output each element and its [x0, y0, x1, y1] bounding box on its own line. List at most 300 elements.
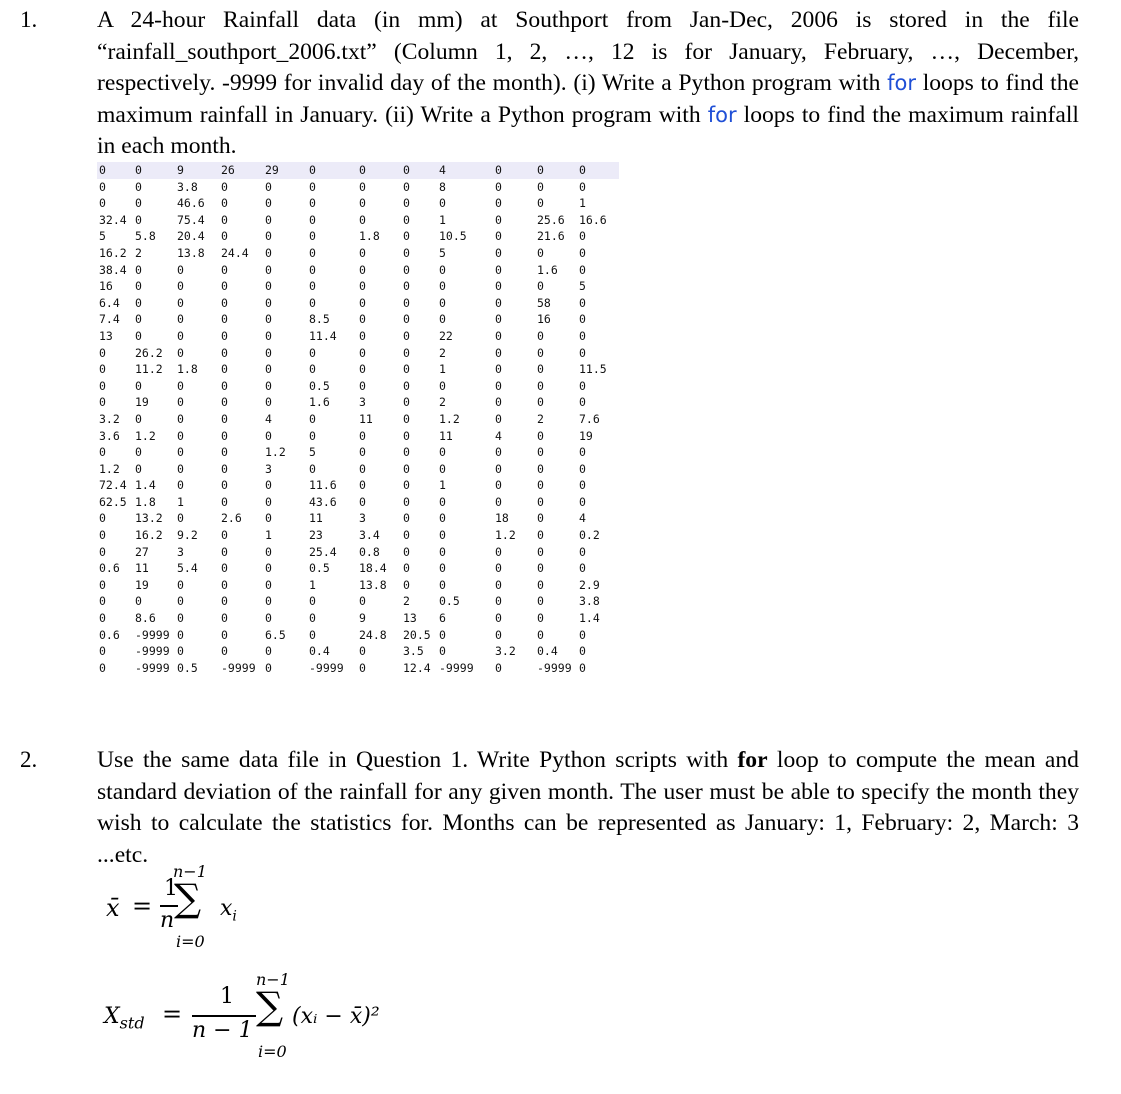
table-cell: 0 — [439, 262, 446, 277]
table-cell: 0 — [403, 577, 410, 592]
table-cell: 0 — [221, 611, 228, 626]
table-cell: 1 — [579, 196, 586, 211]
table-cell: 0 — [221, 229, 228, 244]
table-cell: 0.4 — [537, 644, 558, 659]
table-cell: 19 — [579, 428, 593, 443]
table-cell: 16.2 — [135, 528, 163, 543]
std-sigma: ∑ — [256, 984, 284, 1028]
table-cell: 0 — [265, 561, 272, 576]
table-cell: 6.4 — [99, 295, 120, 310]
table-cell: 0 — [221, 627, 228, 642]
table-row — [97, 461, 619, 478]
table-cell: 0 — [177, 328, 184, 343]
table-cell: 26.2 — [135, 345, 163, 360]
table-cell: 0 — [495, 627, 502, 642]
table-cell: 26 — [219, 162, 263, 179]
table-cell: 0 — [265, 395, 272, 410]
table-cell: 0 — [439, 511, 446, 526]
table-cell: 0 — [221, 528, 228, 543]
table-cell: 0 — [579, 229, 586, 244]
table-cell: 0 — [537, 445, 544, 460]
table-cell: 0 — [265, 611, 272, 626]
table-cell: 0 — [403, 229, 410, 244]
table-cell: 0 — [265, 262, 272, 277]
table-cell: 4 — [437, 162, 493, 179]
table-cell: 5 — [99, 229, 106, 244]
table-cell: 0 — [221, 345, 228, 360]
table-row — [97, 295, 619, 312]
table-row — [97, 494, 619, 511]
table-cell: 0 — [495, 594, 502, 609]
table-cell: 1 — [439, 212, 446, 227]
table-cell: 0 — [439, 627, 446, 642]
table-cell: 0 — [359, 428, 366, 443]
table-cell: 0 — [579, 262, 586, 277]
table-cell: 0 — [221, 644, 228, 659]
table-cell: 0 — [537, 328, 544, 343]
std-numerator: 1 — [220, 984, 234, 1009]
table-cell: 0 — [579, 644, 586, 659]
table-cell: 0 — [403, 395, 410, 410]
table-cell: 0 — [577, 162, 619, 179]
table-cell: 0 — [265, 511, 272, 526]
table-cell: 0 — [177, 345, 184, 360]
table-cell: 0 — [579, 478, 586, 493]
table-cell: 0 — [579, 494, 586, 509]
table-row — [97, 560, 619, 577]
question-2-text — [97, 745, 1079, 871]
table-cell: 0 — [309, 212, 316, 227]
table-cell: 0 — [177, 295, 184, 310]
table-cell: 0 — [99, 594, 106, 609]
table-cell: 0 — [439, 279, 446, 294]
mean-equals: = — [132, 892, 153, 920]
question-2-text-b: loop to compute the mean and standard deviation of the rainfall for any given month. The user must be able to specify the month they wish to calculate the statistics for. Months can be represented as January: 1, February: 2, March: 3 ...etc. — [97, 747, 1079, 868]
table-cell: 0 — [99, 660, 106, 675]
table-cell: 0 — [307, 162, 357, 179]
table-cell: 0 — [359, 362, 366, 377]
table-row — [97, 627, 619, 644]
table-cell: 0 — [495, 328, 502, 343]
table-cell: 0 — [177, 262, 184, 277]
table-cell: 9 — [359, 611, 366, 626]
table-cell: 0 — [403, 494, 410, 509]
table-row — [97, 643, 619, 660]
table-cell: 0 — [309, 428, 316, 443]
table-cell: 0 — [359, 445, 366, 460]
table-cell: 0 — [495, 179, 502, 194]
table-cell: 0.5 — [177, 660, 198, 675]
table-cell: 0.5 — [309, 378, 330, 393]
table-cell: 1.8 — [135, 494, 156, 509]
table-cell: 11.6 — [309, 478, 337, 493]
table-cell: 0 — [221, 212, 228, 227]
table-cell: 19 — [135, 395, 149, 410]
table-cell: 0 — [309, 627, 316, 642]
table-cell: 0 — [403, 378, 410, 393]
table-cell: 0 — [579, 245, 586, 260]
mean-sum-lower: i=0 — [176, 932, 205, 951]
table-cell: 0 — [221, 279, 228, 294]
table-cell: 0 — [579, 445, 586, 460]
table-cell: 0 — [537, 345, 544, 360]
table-cell: 0 — [309, 594, 316, 609]
table-cell: 0 — [265, 544, 272, 559]
question-1-text-a: A 24-hour Rainfall data (in mm) at Southport from Jan-Dec, 2006 is stored in the file “rainfall_southport_2006.txt” (Column 1, 2, …, 12 is for January, February, …, December, respectively. -9999 for invalid day of the month). (i) Write a Python program with — [97, 7, 1079, 96]
table-cell: 19 — [135, 577, 149, 592]
table-cell: 0 — [537, 395, 544, 410]
table-cell: 0 — [99, 528, 106, 543]
table-cell: 13.8 — [177, 245, 205, 260]
table-cell: 2 — [439, 345, 446, 360]
table-cell: -9999 — [135, 660, 170, 675]
mean-formula — [100, 864, 300, 964]
table-cell: 0 — [403, 478, 410, 493]
table-cell: 0 — [439, 461, 446, 476]
table-cell: 3.8 — [579, 594, 600, 609]
table-cell: 22 — [439, 328, 453, 343]
table-cell: 0 — [495, 245, 502, 260]
table-cell: 0 — [265, 594, 272, 609]
table-cell: 0 — [265, 212, 272, 227]
table-cell: 0 — [265, 494, 272, 509]
table-cell: 0 — [495, 196, 502, 211]
table-cell: 3 — [359, 511, 366, 526]
table-cell: 0 — [359, 478, 366, 493]
table-row — [97, 660, 619, 677]
table-row — [97, 610, 619, 627]
mean-lhs: x̄ — [106, 894, 120, 922]
table-cell: 0 — [579, 345, 586, 360]
table-row — [97, 179, 619, 196]
table-cell: 0 — [177, 428, 184, 443]
table-row — [97, 278, 619, 295]
table-cell: 0 — [359, 279, 366, 294]
table-cell: 0 — [135, 328, 142, 343]
table-cell: 0 — [579, 312, 586, 327]
table-cell: 0 — [177, 395, 184, 410]
std-formula — [100, 968, 420, 1078]
table-cell: 0 — [359, 594, 366, 609]
table-cell: 0 — [439, 528, 446, 543]
table-cell: 38.4 — [99, 262, 127, 277]
table-cell: 0 — [309, 461, 316, 476]
question-2-text-a: Use the same data file in Question 1. Write Python scripts with — [97, 747, 729, 773]
table-cell: 0 — [359, 312, 366, 327]
table-row — [97, 262, 619, 279]
table-cell: 0 — [495, 660, 502, 675]
table-cell: 62.5 — [99, 494, 127, 509]
table-cell: 0 — [537, 528, 544, 543]
table-cell: 0 — [537, 362, 544, 377]
table-cell: 0 — [493, 162, 535, 179]
table-cell: 0 — [177, 279, 184, 294]
table-cell: 0 — [439, 577, 446, 592]
table-cell: -9999 — [135, 644, 170, 659]
table-cell: 5 — [309, 445, 316, 460]
table-cell: 0 — [359, 295, 366, 310]
table-cell: 0 — [495, 494, 502, 509]
table-cell: 0 — [579, 378, 586, 393]
table-cell: 0 — [309, 345, 316, 360]
table-cell: 0 — [309, 362, 316, 377]
table-cell: 18.4 — [359, 561, 387, 576]
std-fraction-bar — [192, 1015, 256, 1017]
table-cell: 0 — [579, 660, 586, 675]
table-cell: 32.4 — [99, 212, 127, 227]
table-cell: 0 — [99, 644, 106, 659]
std-term: (xᵢ − x̄)² — [292, 1004, 380, 1029]
table-cell: 46.6 — [177, 196, 205, 211]
table-cell: 0 — [221, 362, 228, 377]
table-cell: 0.6 — [99, 627, 120, 642]
table-cell: 0 — [309, 279, 316, 294]
table-cell: 0 — [221, 494, 228, 509]
table-cell: 0 — [221, 295, 228, 310]
table-cell: 0 — [135, 295, 142, 310]
table-cell: 0 — [359, 494, 366, 509]
table-cell: 0 — [265, 229, 272, 244]
mean-sum-upper: n−1 — [173, 862, 207, 881]
keyword-for: for — [707, 102, 737, 127]
table-row — [97, 593, 619, 610]
table-cell: 0 — [359, 328, 366, 343]
table-cell: -9999 — [221, 660, 256, 675]
table-cell: 0 — [177, 312, 184, 327]
table-cell: 0 — [221, 544, 228, 559]
table-cell: 1.2 — [265, 445, 286, 460]
table-cell: 0 — [265, 478, 272, 493]
table-cell: 20.5 — [403, 627, 431, 642]
table-cell: 0 — [135, 179, 142, 194]
keyword-for-bold: for — [737, 747, 768, 773]
table-cell: 0 — [495, 395, 502, 410]
table-cell: 0 — [221, 577, 228, 592]
table-cell: 0 — [439, 295, 446, 310]
table-cell: 0 — [439, 445, 446, 460]
table-cell: 0 — [309, 196, 316, 211]
table-cell: 0 — [135, 378, 142, 393]
table-cell: 0 — [265, 245, 272, 260]
table-cell: 0 — [403, 561, 410, 576]
table-cell: 11 — [135, 561, 149, 576]
table-cell: 9 — [175, 162, 219, 179]
table-cell: 3 — [265, 461, 272, 476]
table-cell: 11.2 — [135, 362, 163, 377]
table-cell: 0.6 — [99, 561, 120, 576]
table-cell: 2.9 — [579, 577, 600, 592]
table-cell: 1.6 — [537, 262, 558, 277]
table-cell: 0 — [177, 594, 184, 609]
table-cell: 11 — [359, 411, 373, 426]
table-cell: 0 — [265, 295, 272, 310]
table-cell: 0 — [359, 345, 366, 360]
table-cell: 1.2 — [99, 461, 120, 476]
mean-denominator: n — [160, 908, 175, 933]
table-cell: 0 — [265, 660, 272, 675]
table-cell: 6.5 — [265, 627, 286, 642]
table-cell: 0 — [359, 644, 366, 659]
table-cell: 27 — [135, 544, 149, 559]
table-cell: 0 — [135, 594, 142, 609]
table-cell: 1 — [439, 362, 446, 377]
table-cell: 2 — [403, 594, 410, 609]
table-cell: 0 — [135, 262, 142, 277]
table-cell: 0 — [221, 312, 228, 327]
table-cell: 0 — [495, 411, 502, 426]
table-cell: 0 — [537, 627, 544, 642]
table-cell: 3 — [359, 395, 366, 410]
table-cell: 1 — [177, 494, 184, 509]
table-row — [97, 510, 619, 527]
table-cell: 0 — [99, 196, 106, 211]
table-cell: 21.6 — [537, 229, 565, 244]
table-cell: 11 — [439, 428, 453, 443]
table-cell: 0 — [495, 345, 502, 360]
std-equals: = — [162, 1000, 183, 1028]
table-cell: 0 — [221, 478, 228, 493]
table-cell: 0 — [403, 461, 410, 476]
table-cell: 0 — [97, 162, 133, 179]
table-cell: 0 — [495, 362, 502, 377]
table-cell: 4 — [495, 428, 502, 443]
table-cell: 0 — [221, 461, 228, 476]
table-cell: 0 — [135, 279, 142, 294]
table-cell: 0 — [221, 445, 228, 460]
table-cell: 0 — [537, 478, 544, 493]
table-cell: 0 — [403, 528, 410, 543]
table-cell: 8.6 — [135, 611, 156, 626]
table-cell: 0 — [495, 212, 502, 227]
table-cell: 0 — [439, 644, 446, 659]
table-cell: 1.4 — [135, 478, 156, 493]
table-cell: 0 — [309, 262, 316, 277]
table-cell: 0 — [99, 395, 106, 410]
table-cell: 0 — [403, 511, 410, 526]
table-cell: 0 — [403, 328, 410, 343]
table-cell: 0 — [309, 229, 316, 244]
table-cell: 0 — [495, 262, 502, 277]
table-row — [97, 378, 619, 395]
table-cell: 0 — [133, 162, 175, 179]
table-cell: 0 — [177, 511, 184, 526]
table-cell: 0 — [535, 162, 577, 179]
table-cell: 0 — [403, 345, 410, 360]
table-cell: 1.4 — [579, 611, 600, 626]
table-cell: 0 — [403, 196, 410, 211]
table-row — [97, 328, 619, 345]
table-cell: 0 — [537, 461, 544, 476]
table-cell: 0 — [99, 445, 106, 460]
table-cell: 2.6 — [221, 511, 242, 526]
table-cell: 0 — [359, 196, 366, 211]
table-cell: 0 — [309, 295, 316, 310]
table-cell: 0 — [495, 461, 502, 476]
table-cell: 0 — [135, 212, 142, 227]
table-cell: 0 — [403, 212, 410, 227]
table-cell: 0 — [309, 611, 316, 626]
std-sum-upper: n−1 — [256, 970, 290, 989]
table-cell: 0 — [403, 179, 410, 194]
table-cell: 0 — [221, 196, 228, 211]
mean-sigma: ∑ — [174, 876, 202, 920]
table-cell: 0 — [537, 594, 544, 609]
table-cell: 0 — [265, 577, 272, 592]
table-row — [97, 544, 619, 561]
table-cell: 0 — [99, 362, 106, 377]
table-cell: 5.4 — [177, 561, 198, 576]
table-row — [97, 195, 619, 212]
table-cell: 7.4 — [99, 312, 120, 327]
rainfall-data-table — [97, 162, 619, 676]
table-cell: 0 — [537, 245, 544, 260]
table-cell: 11.4 — [309, 328, 337, 343]
table-cell: 0 — [439, 312, 446, 327]
table-cell: 9.2 — [177, 528, 198, 543]
table-cell: 58 — [537, 295, 551, 310]
table-cell: 11.5 — [579, 362, 607, 377]
table-cell: 0 — [309, 411, 316, 426]
table-cell: 24.4 — [221, 245, 249, 260]
table-cell: 0 — [495, 561, 502, 576]
table-cell: 1 — [309, 577, 316, 592]
table-cell: 0 — [537, 494, 544, 509]
table-cell: 7.6 — [579, 411, 600, 426]
table-cell: 0 — [359, 212, 366, 227]
table-cell: 0 — [579, 328, 586, 343]
table-cell: 13.8 — [359, 577, 387, 592]
table-cell: 0 — [537, 561, 544, 576]
table-cell: 0 — [359, 262, 366, 277]
table-cell: 0 — [177, 411, 184, 426]
table-cell: 0 — [403, 279, 410, 294]
mean-term — [220, 896, 237, 924]
question-2-number: 2. — [20, 747, 38, 772]
table-cell: 0 — [579, 395, 586, 410]
table-cell: 0 — [99, 511, 106, 526]
table-cell: 16 — [537, 312, 551, 327]
table-cell: 43.6 — [309, 494, 337, 509]
table-cell: 1.8 — [359, 229, 380, 244]
table-cell: 0 — [177, 577, 184, 592]
table-cell: 16.6 — [579, 212, 607, 227]
table-row — [97, 361, 619, 378]
table-cell: 0 — [221, 561, 228, 576]
table-cell: 0 — [403, 362, 410, 377]
table-cell: 16.2 — [99, 245, 127, 260]
table-cell: 24.8 — [359, 627, 387, 642]
keyword-for: for — [887, 71, 917, 95]
table-cell: 0 — [537, 511, 544, 526]
table-cell: 0.5 — [309, 561, 330, 576]
table-cell: 0 — [537, 577, 544, 592]
table-cell: 0.4 — [309, 644, 330, 659]
table-cell: 0 — [403, 544, 410, 559]
table-row — [97, 527, 619, 544]
table-cell: 0 — [135, 461, 142, 476]
mean-term-sub: i — [232, 908, 237, 925]
table-cell: 0 — [403, 411, 410, 426]
table-cell: 72.4 — [99, 478, 127, 493]
table-cell: 0 — [221, 411, 228, 426]
table-cell: 0 — [495, 312, 502, 327]
table-cell: 0 — [579, 627, 586, 642]
table-row — [97, 477, 619, 494]
table-cell: 0 — [439, 378, 446, 393]
table-cell: 0 — [99, 179, 106, 194]
table-cell: 2 — [135, 245, 142, 260]
table-cell: 0 — [403, 445, 410, 460]
